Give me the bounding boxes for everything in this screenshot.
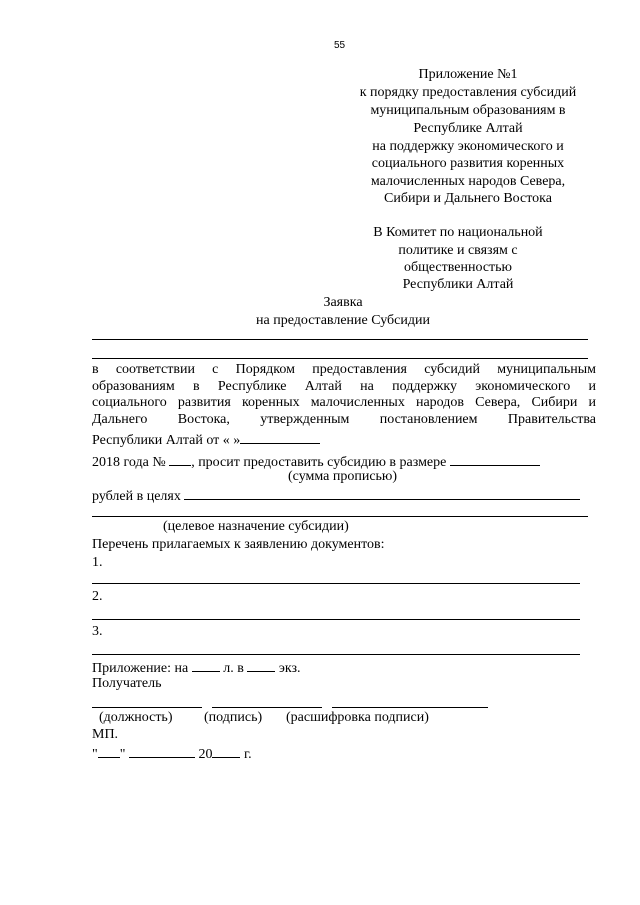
document-title: Заявка [323,295,363,310]
subsidy-amount-field[interactable] [450,452,540,466]
date-quote-close: " [119,747,126,762]
year-label: 2018 года № [92,455,166,470]
page-number: 55 [334,40,346,51]
attachment-copies-field[interactable] [247,658,275,672]
date-month-field[interactable] [129,744,195,758]
sum-caption: (сумма прописью) [288,469,398,484]
resolution-date-field[interactable] [240,430,320,444]
date-year-prefix: 20 [198,747,213,762]
attachment-pages-field[interactable] [192,658,220,672]
appendix-line: Сибири и Дальнего Востока [384,191,552,206]
applicant-line[interactable] [92,339,588,340]
appendix-line: социального развития коренных [371,156,565,171]
date-quote-open: " [92,747,98,762]
resolution-date-line [92,430,320,449]
signature-decode-caption: (расшифровка подписи) [286,710,429,725]
date-year-field[interactable] [212,744,240,758]
body-line: образованиям в Республике Алтай на поддержку экономического и [92,378,596,394]
attachment-line [92,658,301,677]
appendix-line: к порядку предоставления субсидий [359,85,577,100]
body-line: социального развития коренных малочисленных народов Севера, Сибири и [92,395,596,410]
body-line: Дальнего Востока, утвержденным постановлением Правительства [92,411,596,427]
attachment-copies-label: экз. [278,661,301,676]
recipient-label: Получатель [92,676,162,691]
date-suffix: г. [243,747,252,762]
body-line: в соответствии с Порядком предоставления субсидий муниципальным [92,362,596,377]
purpose-line [92,486,580,505]
subsidy-request-text: , просит предоставить субсидию в размере [191,455,447,470]
addressee-line: политике и связям с [398,243,518,258]
document-item-field[interactable] [92,619,580,620]
purpose-field-extra[interactable] [92,516,588,517]
resolution-number-field[interactable] [169,452,191,466]
document-subtitle: на предоставление Субсидии [256,313,430,328]
body-paragraph [92,362,596,428]
resolution-date-label: Республики Алтай от « » [92,433,241,448]
applicant-line[interactable] [92,358,588,359]
document-item-number: 1. [92,555,103,570]
purpose-field[interactable] [184,486,580,500]
addressee-line: В Комитет по национальной [373,225,543,240]
signature-caption: (подпись) [204,710,263,725]
appendix-line: Приложение №1 [418,67,518,82]
purpose-label: рублей в целях [92,489,181,504]
document-item-number: 2. [92,589,103,604]
documents-label: Перечень прилагаемых к заявлению документов: [92,537,385,552]
attachment-pages-label: л. в [223,661,244,676]
document-item-number: 3. [92,624,103,639]
appendix-line: Республике Алтай [413,121,523,136]
stamp-label: МП. [92,727,119,742]
date-line [92,744,252,763]
signature-decode-field[interactable] [332,707,488,708]
document-item-field[interactable] [92,654,580,655]
document-item-field[interactable] [92,583,580,584]
purpose-caption: (целевое назначение субсидии) [163,519,349,534]
signature-field[interactable] [212,707,322,708]
attachment-label: Приложение: на [92,661,189,676]
position-field[interactable] [92,707,202,708]
addressee-line: Республики Алтай [402,277,514,292]
appendix-line: на поддержку экономического и [372,139,564,154]
date-day-field[interactable] [98,744,120,758]
appendix-line: малочисленных народов Севера, [370,174,566,189]
addressee-line: общественностью [403,260,513,275]
appendix-line: муниципальным образованиям в [370,103,566,118]
position-caption: (должность) [99,710,173,725]
